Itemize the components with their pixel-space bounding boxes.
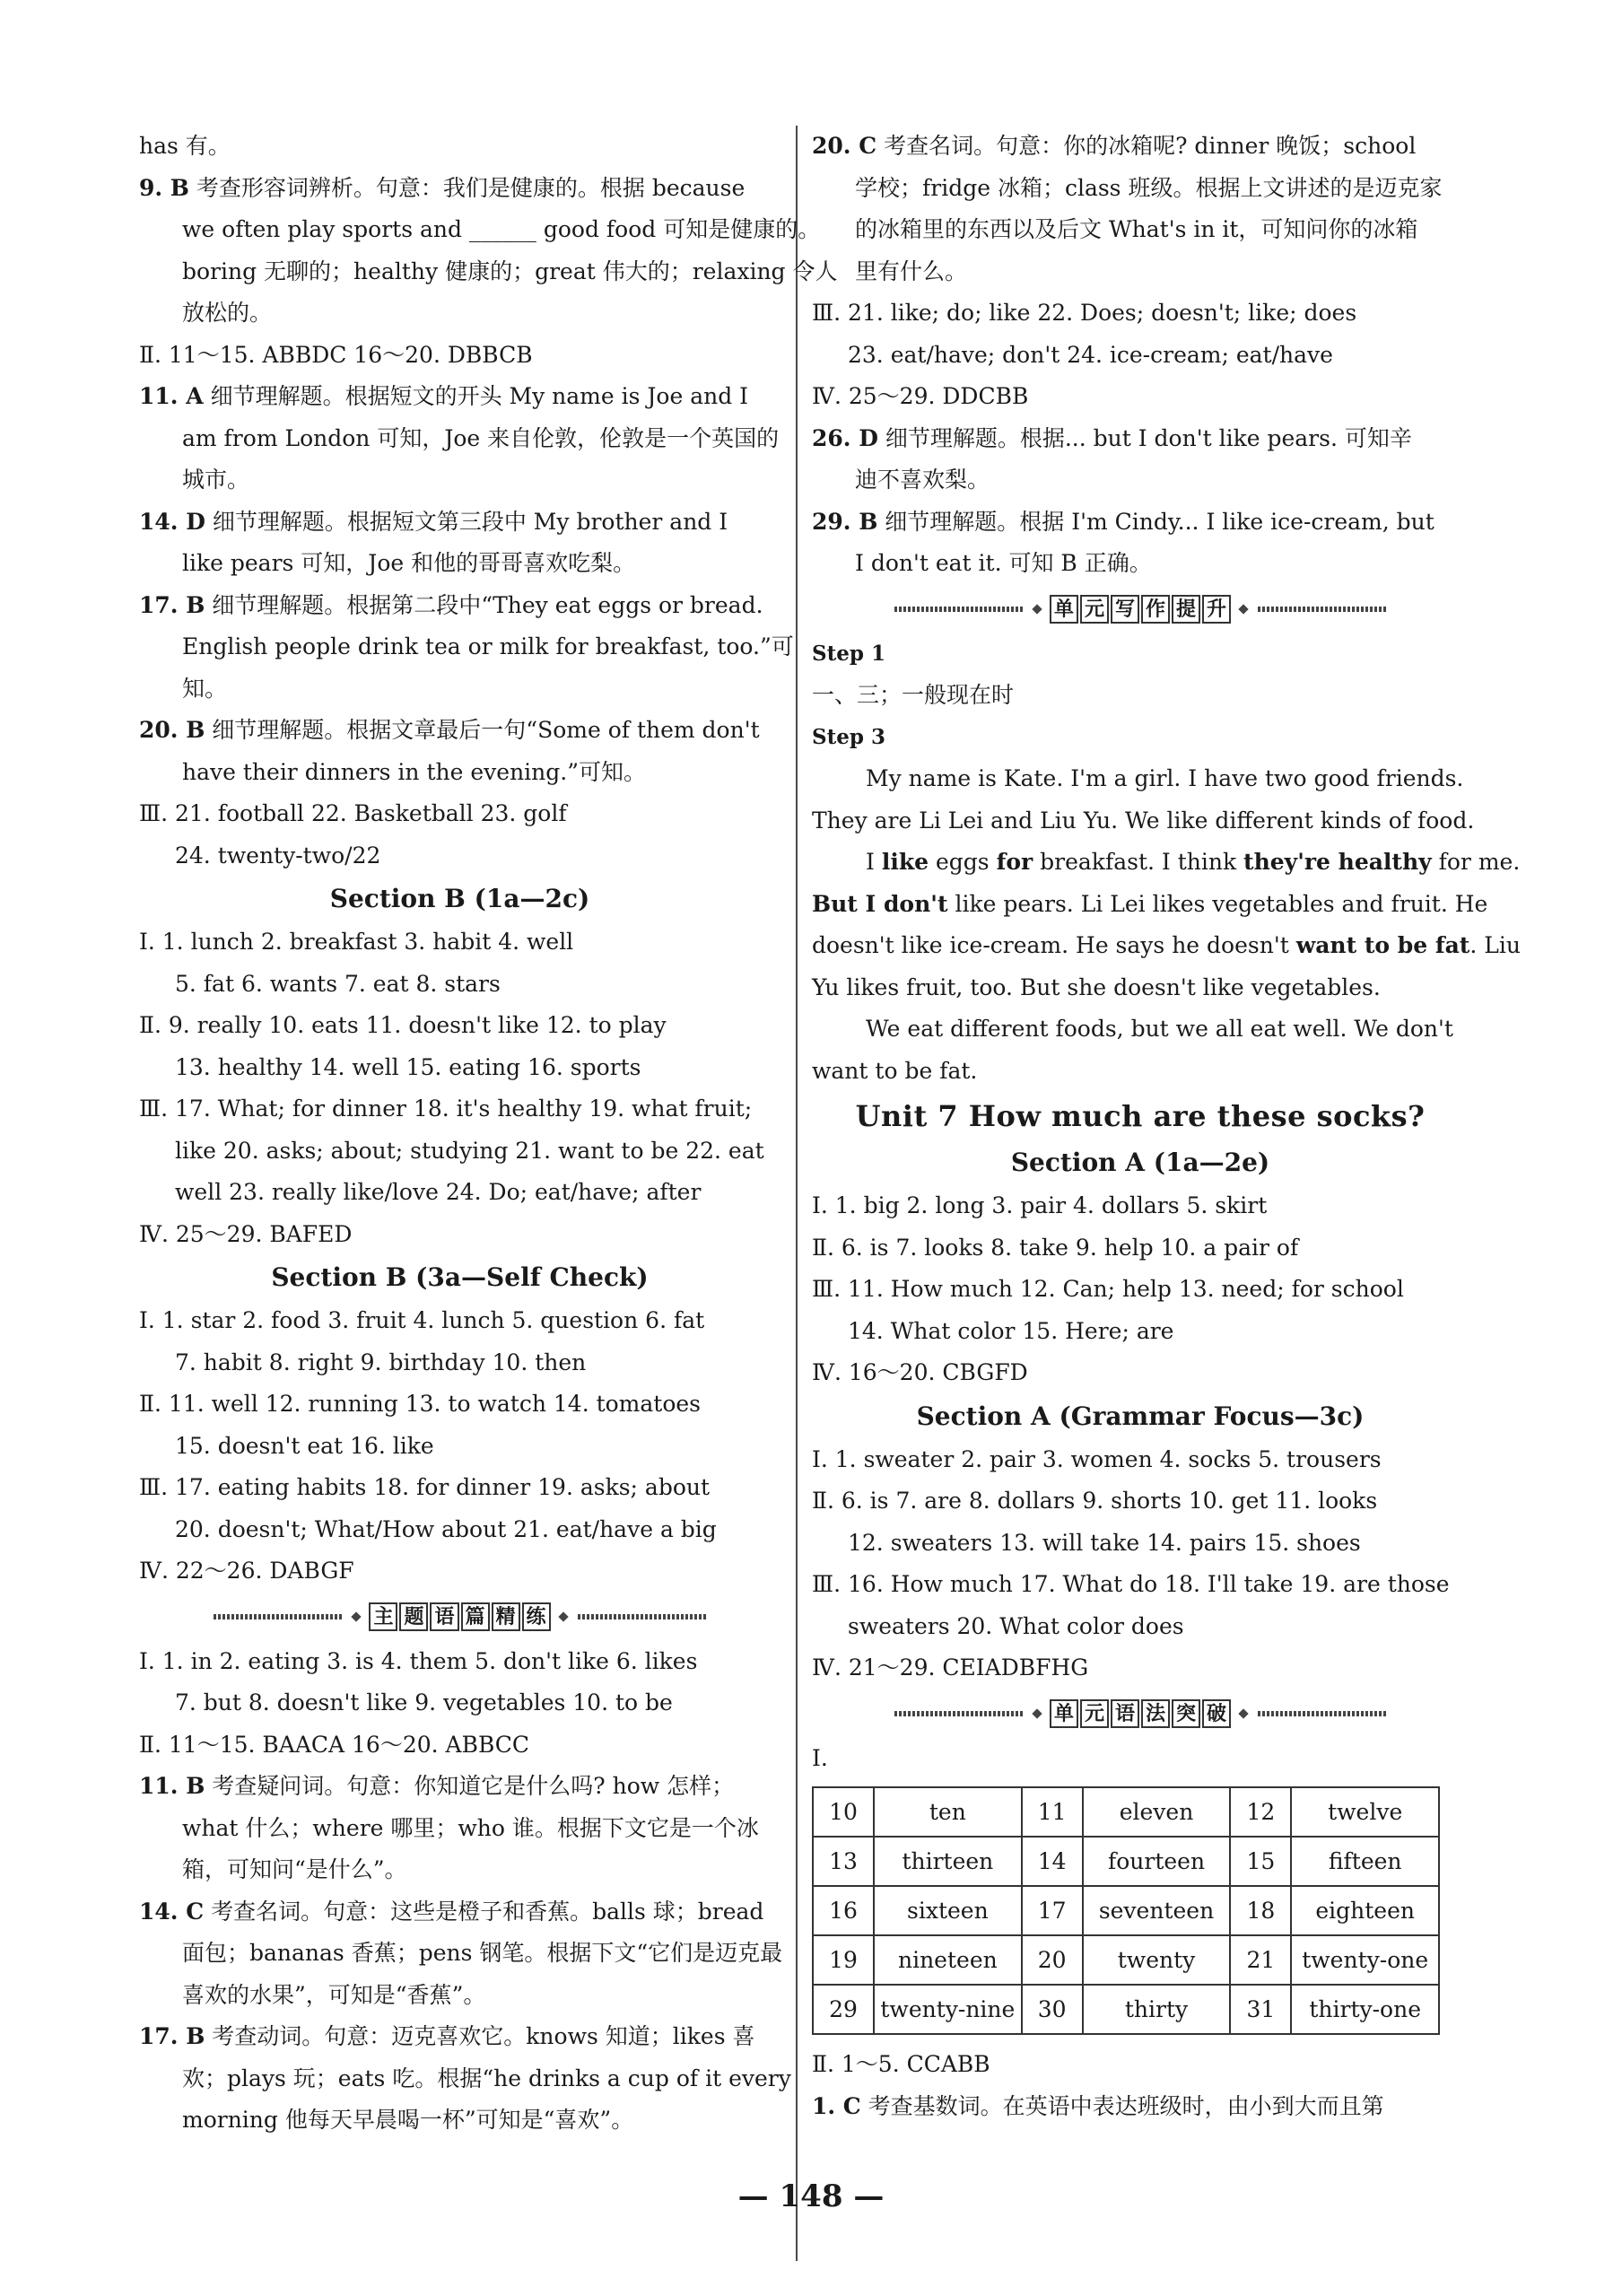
answer-number: 26. D — [812, 424, 878, 451]
banner-title — [1050, 1699, 1231, 1728]
text-line: I don't eat it. 可知 B 正确。 — [855, 550, 1152, 576]
essay-line: Yu likes fruit, too. But she doesn't like vegetables. — [812, 973, 1381, 1000]
theme-reading-banner — [139, 1594, 780, 1639]
answer-group: Ⅲ. 21. like; do; like 22. Does; doesn't; like; does — [812, 300, 1357, 326]
banner-diamond — [1238, 604, 1248, 614]
essay-bold: like — [881, 849, 929, 875]
table-row — [813, 1787, 1439, 1837]
text-line: 箱，可知问“是什么”。 — [182, 1856, 407, 1882]
answer-line: Ⅳ. 21～29. CEIADBFHG — [812, 1654, 1089, 1681]
answer-text: 细节理解题。根据短文的开头 My name is Joe and I — [210, 383, 749, 409]
answer-line: like 20. asks; about; studying 21. want to be 22. eat — [175, 1137, 764, 1164]
banner-char: 提 — [1172, 595, 1200, 624]
essay-bold: But I don't — [812, 890, 948, 917]
number-cell: 14 — [1022, 1837, 1083, 1886]
word-cell: nineteen — [874, 1935, 1022, 1985]
essay-line: We eat different foods, but we all eat well. We don't — [866, 1016, 1453, 1042]
word-cell: twenty-one — [1291, 1935, 1439, 1985]
essay-line — [812, 884, 1488, 926]
grammar-banner — [812, 1691, 1469, 1736]
text-line: 知。 — [182, 675, 228, 702]
number-cell: 19 — [813, 1935, 874, 1985]
number-cell: 31 — [1230, 1985, 1291, 2034]
banner-char: 题 — [399, 1602, 428, 1631]
answer-number: 20. B — [139, 717, 205, 743]
banner-rule-left — [214, 1614, 344, 1619]
answer-line: Ⅳ. 22～26. DABGF — [139, 1558, 354, 1584]
text-line: 迪不喜欢梨。 — [855, 467, 990, 493]
answer-1 — [812, 2086, 1469, 2128]
answer-group: Ⅳ. 25～29. DDCBB — [812, 383, 1029, 409]
answer-line: Ⅱ. 6. is 7. are 8. dollars 9. shorts 10. get 11. looks — [812, 1488, 1378, 1514]
word-cell: eleven — [1083, 1787, 1231, 1837]
roman-label: Ⅰ. — [812, 1744, 828, 1771]
text-line: English people drink tea or milk for breakfast, too.”可 — [182, 633, 794, 659]
banner-title — [369, 1602, 550, 1631]
writing-banner — [812, 587, 1469, 632]
essay-bold: for — [996, 849, 1033, 875]
number-table — [812, 1786, 1440, 2035]
essay-text: doesn't like ice-cream. He says he doesn't — [812, 932, 1296, 958]
word-cell: sixteen — [874, 1886, 1022, 1935]
answer-line: Ⅰ. 1. in 2. eating 3. is 4. them 5. don't like 6. likes — [139, 1647, 698, 1674]
answer-line: Ⅰ. 1. sweater 2. pair 3. women 4. socks 5. trousers — [812, 1445, 1382, 1472]
number-cell: 10 — [813, 1787, 874, 1837]
step-label: Step 3 — [812, 724, 885, 749]
answer-17 — [139, 2016, 780, 2058]
word-cell: thirty-one — [1291, 1985, 1439, 2034]
essay-text: like pears. Li Lei likes vegetables and fruit. He — [947, 890, 1488, 917]
banner-title — [1050, 595, 1231, 624]
answer-17 — [139, 585, 780, 627]
answer-text: 细节理解题。根据短文第三段中 My brother and I — [212, 508, 728, 535]
essay-text: I — [866, 849, 882, 875]
banner-rule-right — [1256, 607, 1386, 612]
text-line: 里有什么。 — [855, 258, 968, 284]
banner-char: 元 — [1080, 1699, 1109, 1728]
answer-line: sweaters 20. What color does — [848, 1612, 1184, 1639]
column-divider — [796, 126, 798, 2261]
answer-text: 考查名词。句意：这些是橙子和香蕉。balls 球；bread — [211, 1898, 764, 1925]
table-row — [813, 1935, 1439, 1985]
answer-line: 5. fat 6. wants 7. eat 8. stars — [175, 970, 501, 997]
word-cell: twenty — [1083, 1935, 1231, 1985]
answer-line: 7. habit 8. right 9. birthday 10. then — [175, 1349, 587, 1375]
answer-11 — [139, 376, 780, 418]
answer-9 — [139, 168, 780, 210]
banner-char: 练 — [522, 1602, 551, 1631]
banner-rule-right — [1256, 1711, 1386, 1716]
number-cell: 20 — [1022, 1935, 1083, 1985]
unit-title: Unit 7 How much are these socks? — [855, 1099, 1426, 1133]
answer-number: 1. C — [812, 2092, 861, 2119]
text-line: 欢；plays 玩；eats 吃。根据“he drinks a cup of it every — [182, 2065, 791, 2091]
word-cell: thirty — [1083, 1985, 1231, 2034]
banner-diamond — [1238, 1708, 1248, 1718]
text-line: 面包；bananas 香蕉；pens 钢笔。根据下文“它们是迈克最 — [182, 1940, 783, 1966]
answer-number: 9. B — [139, 174, 189, 201]
number-cell: 11 — [1022, 1787, 1083, 1837]
page-number: — 148 — — [737, 2178, 885, 2214]
banner-char: 语 — [1111, 1699, 1139, 1728]
step-label: Step 1 — [812, 641, 885, 666]
answer-line: Ⅳ. 16～20. CBGFD — [812, 1359, 1028, 1385]
answer-text: 考查名词。句意：你的冰箱呢? dinner 晚饭；school — [884, 133, 1417, 159]
answer-text: 考查疑问词。句意：你知道它是什么吗? how 怎样； — [212, 1773, 735, 1799]
text-line: have their dinners in the evening.”可知。 — [182, 758, 647, 785]
word-cell: thirteen — [874, 1837, 1022, 1886]
answer-line: 13. healthy 14. well 15. eating 16. sports — [175, 1053, 641, 1080]
text-line: morning 他每天早晨喝一杯”可知是“喜欢”。 — [182, 2107, 634, 2133]
text-line: what 什么；where 哪里；who 谁。根据下文它是一个冰 — [182, 1814, 759, 1841]
text-line: am from London 可知，Joe 来自伦敦，伦敦是一个英国的 — [182, 424, 780, 451]
answer-20 — [812, 126, 1469, 168]
section-title: Section B (3a—Self Check) — [271, 1262, 649, 1292]
banner-rule-left — [894, 1711, 1025, 1716]
banner-char: 单 — [1050, 1699, 1078, 1728]
number-cell: 17 — [1022, 1886, 1083, 1935]
word-cell: twenty-nine — [874, 1985, 1022, 2034]
answer-line: Ⅰ. 1. lunch 2. breakfast 3. habit 4. well — [139, 929, 574, 955]
answer-number: 20. C — [812, 133, 877, 159]
answer-14 — [139, 1891, 780, 1934]
essay-line — [812, 925, 1521, 967]
banner-char: 精 — [492, 1602, 520, 1631]
theme-reading-answers — [139, 1641, 780, 1767]
word-cell: seventeen — [1083, 1886, 1231, 1935]
answer-number: 14. C — [139, 1898, 205, 1925]
answer-line: Ⅲ. 17. eating habits 18. for dinner 19. asks; about — [139, 1474, 711, 1500]
text-line: we often play sports and ______ good food 可知是健康的。 — [182, 216, 821, 242]
banner-diamond — [1032, 604, 1042, 614]
text-line: has 有。 — [139, 133, 231, 159]
table-row — [813, 1837, 1439, 1886]
banner-rule-left — [894, 607, 1025, 612]
answer-line: 15. doesn't eat 16. like — [175, 1432, 434, 1459]
answer-line: Ⅰ. 1. star 2. food 3. fruit 4. lunch 5. question 6. fat — [139, 1307, 705, 1333]
answer-text: 考查基数词。在英语中表达班级时，由小到大而且第 — [868, 2092, 1384, 2119]
banner-char: 元 — [1080, 595, 1109, 624]
section-title: Section B (1a—2c) — [329, 884, 590, 913]
essay-text: for me. — [1431, 849, 1521, 875]
answer-group: 23. eat/have; don't 24. ice-cream; eat/have — [848, 341, 1333, 368]
number-cell: 29 — [813, 1985, 874, 2034]
answer-line: 7. but 8. doesn't like 9. vegetables 10. to be — [175, 1689, 673, 1715]
answer-11 — [139, 1766, 780, 1808]
answer-group: 24. twenty-two/22 — [175, 842, 381, 869]
banner-char: 主 — [369, 1602, 397, 1631]
text-line: boring 无聊的；healthy 健康的；great 伟大的；relaxing 令人 — [182, 258, 838, 284]
word-cell: eighteen — [1291, 1886, 1439, 1935]
word-cell: ten — [874, 1787, 1022, 1837]
right-column — [812, 126, 1521, 2127]
answer-number: 11. A — [139, 383, 204, 409]
answer-number: 29. B — [812, 508, 878, 535]
banner-char: 突 — [1172, 1699, 1200, 1728]
answer-number: 11. B — [139, 1773, 205, 1799]
word-cell: fifteen — [1291, 1837, 1439, 1886]
section-title: Section A (Grammar Focus—3c) — [916, 1401, 1365, 1431]
number-cell: 21 — [1230, 1935, 1291, 1985]
essay-line: My name is Kate. I'm a girl. I have two good friends. — [866, 765, 1464, 791]
answer-text: 考查动词。句意：迈克喜欢它。knows 知道；likes 喜 — [212, 2023, 755, 2049]
answer-line: Ⅱ. 6. is 7. looks 8. take 9. help 10. a pair of — [812, 1234, 1299, 1261]
text-line: like pears 可知，Joe 和他的哥哥喜欢吃梨。 — [182, 550, 636, 576]
number-cell: 12 — [1230, 1787, 1291, 1837]
banner-char: 写 — [1111, 595, 1139, 624]
banner-char: 作 — [1141, 595, 1170, 624]
answer-text: 细节理解题。根据文章最后一句“Some of them don't — [212, 717, 760, 743]
answer-text: 考查形容词辨析。句意：我们是健康的。根据 because — [196, 174, 746, 201]
essay-line: They are Li Lei and Liu Yu. We like different kinds of food. — [812, 807, 1475, 834]
essay-bold: want to be fat — [1295, 932, 1470, 958]
answer-line: Ⅱ. 11. well 12. running 13. to watch 14. tomatoes — [139, 1391, 702, 1417]
essay-bold: they're healthy — [1243, 849, 1432, 875]
essay-text: breakfast. I think — [1033, 849, 1244, 875]
answer-26 — [812, 418, 1469, 460]
banner-diamond — [1032, 1708, 1042, 1718]
answer-29 — [812, 502, 1469, 544]
number-cell: 30 — [1022, 1985, 1083, 2034]
answer-group: Ⅱ. 1～5. CCABB — [812, 2051, 990, 2077]
essay-line — [812, 842, 1521, 884]
answer-number: 17. B — [139, 2023, 205, 2049]
answer-line: Ⅰ. 1. big 2. long 3. pair 4. dollars 5. skirt — [812, 1192, 1268, 1218]
number-cell: 16 — [813, 1886, 874, 1935]
text-line: 喜欢的水果”，可知是“香蕉”。 — [182, 1981, 486, 2008]
banner-char: 法 — [1141, 1699, 1170, 1728]
number-cell: 18 — [1230, 1886, 1291, 1935]
banner-char: 升 — [1202, 595, 1231, 624]
answer-line: Ⅱ. 11～15. BAACA 16～20. ABBCC — [139, 1731, 530, 1758]
banner-char: 篇 — [461, 1602, 490, 1631]
answer-number: 17. B — [139, 591, 205, 618]
answer-text: 细节理解题。根据... but I don't like pears. 可知辛 — [885, 424, 1412, 451]
answer-line: Ⅲ. 16. How much 17. What do 18. I'll take 19. are those — [812, 1571, 1450, 1597]
text-line: 学校；fridge 冰箱；class 班级。根据上文讲述的是迈克家 — [855, 174, 1443, 201]
answer-text: 细节理解题。根据 I'm Cindy... I like ice-cream, but — [885, 508, 1435, 535]
answer-line: Ⅲ. 17. What; for dinner 18. it's healthy 19. what fruit; — [139, 1096, 753, 1122]
essay-text: eggs — [929, 849, 997, 875]
answer-group: Ⅱ. 11～15. ABBDC 16～20. DBBCB — [139, 341, 533, 368]
banner-diamond — [352, 1611, 362, 1621]
banner-diamond — [558, 1611, 568, 1621]
number-cell: 15 — [1230, 1837, 1291, 1886]
answer-text: 细节理解题。根据第二段中“They eat eggs or bread. — [212, 591, 763, 618]
word-cell: fourteen — [1083, 1837, 1231, 1886]
section-b-3a-self-check-answers — [139, 1300, 780, 1593]
answer-20 — [139, 710, 780, 752]
word-cell: twelve — [1291, 1787, 1439, 1837]
essay-text: . Liu — [1469, 932, 1521, 958]
essay-line: want to be fat. — [812, 1057, 978, 1084]
text-line: 城市。 — [182, 467, 250, 493]
text-line: 放松的。 — [182, 300, 273, 326]
section-a-grammar-answers — [812, 1439, 1469, 1689]
banner-rule-right — [576, 1614, 706, 1619]
number-cell: 13 — [813, 1837, 874, 1886]
answer-line: Ⅲ. 11. How much 12. Can; help 13. need; for school — [812, 1276, 1404, 1302]
answer-line: 14. What color 15. Here; are — [848, 1317, 1174, 1344]
text-line: 的冰箱里的东西以及后文 What's in it，可知问你的冰箱 — [855, 216, 1418, 242]
table-row — [813, 1985, 1439, 2034]
answer-line: Ⅳ. 25～29. BAFED — [139, 1220, 353, 1247]
section-a-1a-2e-answers — [812, 1185, 1469, 1394]
step-answer: 一、三；一般现在时 — [812, 682, 1015, 708]
answer-line: Ⅱ. 9. really 10. eats 11. doesn't like 12. to play — [139, 1012, 667, 1038]
banner-char: 语 — [430, 1602, 458, 1631]
section-b-1a-2c-answers — [139, 921, 780, 1255]
section-title: Section A (1a—2e) — [1010, 1148, 1270, 1177]
banner-char: 破 — [1202, 1699, 1231, 1728]
answer-line: well 23. really like/love 24. Do; eat/have; after — [175, 1179, 702, 1205]
table-row — [813, 1886, 1439, 1935]
answer-group: Ⅲ. 21. football 22. Basketball 23. golf — [139, 800, 567, 826]
answer-14 — [139, 502, 780, 544]
answer-number: 14. D — [139, 508, 205, 535]
answer-line: 20. doesn't; What/How about 21. eat/have a big — [175, 1515, 717, 1542]
answer-line: 12. sweaters 13. will take 14. pairs 15. shoes — [848, 1529, 1361, 1556]
banner-char: 单 — [1050, 595, 1078, 624]
